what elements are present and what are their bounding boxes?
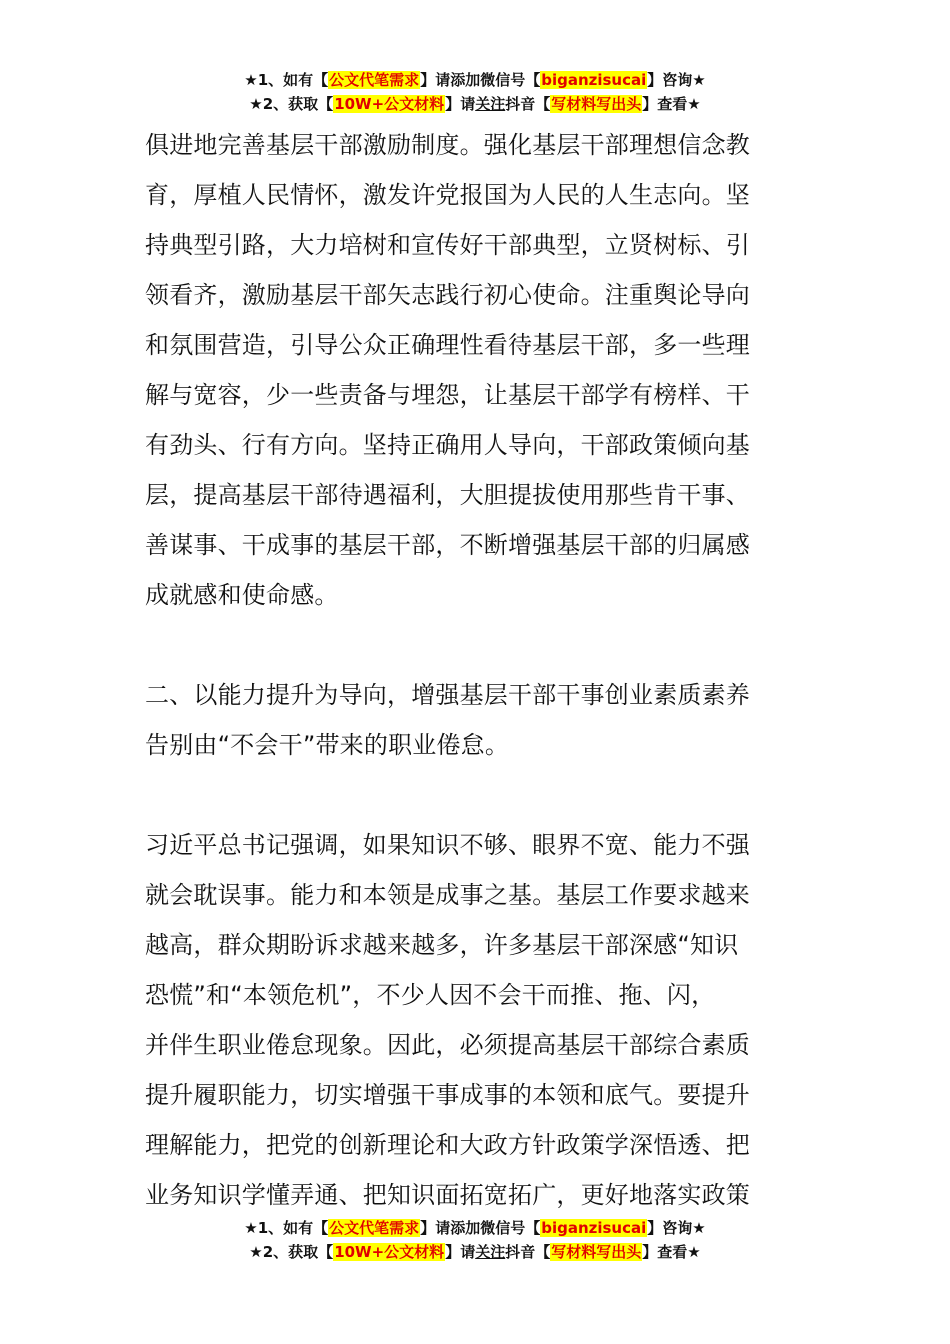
para1-line: 和氛围营造，引导公众正确理性看待基层干部，多一些理	[145, 331, 750, 359]
highlight-service: 公文代笔需求	[329, 71, 420, 89]
notice-line-2	[0, 1240, 950, 1264]
para2-line: 业务知识学懂弄通、把知识面拓宽拓广，更好地落实政策	[145, 1181, 750, 1209]
para1-line: 领看齐，激励基层干部矢志践行初心使命。注重舆论导向	[145, 281, 750, 309]
highlight-wechat-id: biganzisucai	[541, 1219, 647, 1237]
section-heading-line: 告别由“不会干”带来的职业倦怠。	[145, 731, 510, 759]
notice-line-2	[0, 92, 950, 116]
notice-text: 】请	[445, 1243, 476, 1261]
para1-line: 俱进地完善基层干部激励制度。强化基层干部理想信念教	[145, 131, 750, 159]
notice-text: 】请	[445, 95, 476, 113]
underlined-follow: 关注	[475, 1243, 506, 1261]
notice-text: 】咨询★	[647, 1219, 706, 1237]
underlined-follow: 关注	[475, 95, 506, 113]
highlight-service: 公文代笔需求	[329, 1219, 420, 1237]
notice-text: 】查看★	[642, 95, 701, 113]
notice-text: ★1、如有【	[244, 1219, 329, 1237]
para2-line: 并伴生职业倦怠现象。因此，必须提高基层干部综合素质	[145, 1031, 750, 1059]
para2-line: 理解能力，把党的创新理论和大政方针政策学深悟透、把	[145, 1131, 750, 1159]
para2-line: 就会耽误事。能力和本领是成事之基。基层工作要求越来	[145, 881, 750, 909]
para1-line: 有劲头、行有方向。坚持正确用人导向，干部政策倾向基	[145, 431, 750, 459]
highlight-account: 写材料写出头	[551, 95, 642, 113]
header-notice	[0, 68, 950, 116]
para2-line: 提升履职能力，切实增强干事成事的本领和底气。要提升	[145, 1081, 750, 1109]
notice-text: ★2、获取【	[249, 1243, 334, 1261]
para2-line: 恐慌”和“本领危机”，不少人因不会干而推、拖、闪，	[145, 981, 716, 1009]
notice-text: 抖音【	[505, 95, 551, 113]
notice-line-1	[0, 1216, 950, 1240]
notice-text: 】查看★	[642, 1243, 701, 1261]
notice-text: ★1、如有【	[244, 71, 329, 89]
notice-text: 】咨询★	[647, 71, 706, 89]
highlight-account: 写材料写出头	[551, 1243, 642, 1261]
paragraph-gap	[145, 620, 810, 670]
para1-line: 持典型引路，大力培树和宣传好干部典型，立贤树标、引	[145, 231, 750, 259]
para1-line: 层，提高基层干部待遇福利，大胆提拔使用那些肯干事、	[145, 481, 750, 509]
para2-line: 习近平总书记强调，如果知识不够、眼界不宽、能力不强	[145, 831, 750, 859]
notice-text: ★2、获取【	[249, 95, 334, 113]
highlight-materials: 10W+公文材料	[334, 95, 445, 113]
document-body	[145, 120, 810, 1220]
para1-line: 育，厚植人民情怀，激发许党报国为人民的人生志向。坚	[145, 181, 750, 209]
para1-line: 善谋事、干成事的基层干部，不断增强基层干部的归属感	[145, 531, 750, 559]
notice-text: 】请添加微信号【	[420, 1219, 541, 1237]
highlight-wechat-id: biganzisucai	[541, 71, 647, 89]
highlight-materials: 10W+公文材料	[334, 1243, 445, 1261]
notice-text: 】请添加微信号【	[420, 71, 541, 89]
para1-line: 解与宽容，少一些责备与埋怨，让基层干部学有榜样、干	[145, 381, 750, 409]
para2-line: 越高，群众期盼诉求越来越多，许多基层干部深感“知识	[145, 931, 739, 959]
notice-text: 抖音【	[505, 1243, 551, 1261]
para1-line: 成就感和使命感。	[145, 581, 339, 609]
section-heading-line: 二、以能力提升为导向，增强基层干部干事创业素质素养	[145, 681, 750, 709]
paragraph-gap	[145, 770, 810, 820]
footer-notice	[0, 1216, 950, 1264]
notice-line-1	[0, 68, 950, 92]
